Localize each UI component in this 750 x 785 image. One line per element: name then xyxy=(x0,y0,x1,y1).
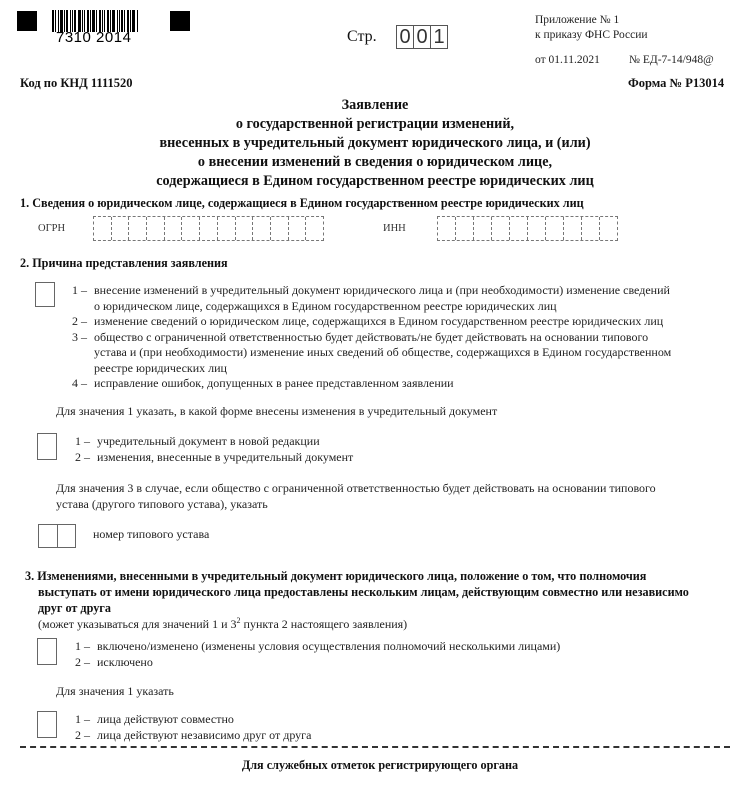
digit-cell xyxy=(456,217,474,240)
reason-option-4: 4 – исправление ошибок, допущенных в ранее представленном заявлении xyxy=(72,376,454,390)
appendix-line: к приказу ФНС России xyxy=(535,29,648,41)
authority-change-option-1: 1 – включено/изменено (изменены условия осуществления полномочий несколькими лицами) xyxy=(75,639,561,653)
alignment-marker-left xyxy=(17,11,37,31)
digit-cell xyxy=(546,217,564,240)
reason-option-1-cont: о юридическом лице, содержащихся в Едином государственном реестре юридических лиц xyxy=(94,298,557,313)
form-note: Для значения 1 указать, в какой форме внесены изменения в учредительный документ xyxy=(56,404,498,418)
section1-heading: 1. Сведения о юридическом лице, содержащиеся в Едином государственном реестре юридических лиц xyxy=(20,196,584,210)
ogrn-label: ОГРН xyxy=(38,223,66,234)
barcode-number: 7310 2014 xyxy=(56,29,132,46)
reason-option-3-cont2: реестре юридических лиц xyxy=(94,360,227,375)
joint-action-option-1: 1 – лица действуют совместно xyxy=(75,712,234,726)
digit-cell xyxy=(438,217,456,240)
section3-note: (может указываться для значений 1 и $3^2$ пункта 2 настоящего заявления) xyxy=(38,616,408,631)
charter-note xyxy=(56,480,656,512)
digit-cell xyxy=(236,217,254,240)
digit-cell xyxy=(510,217,528,240)
appendix-reference xyxy=(535,13,648,43)
authority-change-input[interactable] xyxy=(37,638,57,665)
document-title xyxy=(100,96,650,191)
inn-label: ИНН xyxy=(383,223,406,234)
reason-option-2: 2 – изменение сведений о юридическом лице, содержащихся в Едином государственном реестре юридических лиц xyxy=(72,314,664,328)
authority-change-options xyxy=(75,639,560,670)
amendment-form-option-1: 1 – учредительный документ в новой редакции xyxy=(75,434,320,448)
reason-option-3: 3 – общество с ограниченной ответственностью будет действовать/не будет действовать на основании типового xyxy=(72,329,649,344)
title-line: содержащиеся в Едином государственном реестре юридических лиц xyxy=(156,173,594,189)
barcode-bar xyxy=(132,10,135,32)
section2-heading: 2. Причина представления заявления xyxy=(20,256,228,270)
joint-action-options xyxy=(75,712,311,743)
section3-heading xyxy=(25,568,735,616)
digit-cell xyxy=(306,217,323,240)
digit-cell xyxy=(165,217,183,240)
page-label: Стр. xyxy=(347,28,377,45)
digit-cell xyxy=(600,217,617,240)
order-number: № ЕД-7-14/948@ xyxy=(629,54,714,66)
digit-cell xyxy=(112,217,130,240)
charter-note-line: устава (другого типового устава), указать xyxy=(56,497,268,511)
reason-option-3-cont: устава и (при необходимости) изменение иных сведений об обществе, содержащихся в Едином государственном xyxy=(94,345,672,359)
reason-code-input[interactable] xyxy=(35,282,55,307)
digit-cell xyxy=(271,217,289,240)
form-number: Форма № Р13014 xyxy=(628,76,725,90)
charter-label: номер типового устава xyxy=(93,527,210,541)
title-line: внесенных в учредительный документ юридического лица, и (или) xyxy=(159,135,591,151)
service-marks-heading: Для служебных отметок регистрирующего органа xyxy=(241,758,519,772)
amendment-form-input[interactable] xyxy=(37,433,57,460)
reason-options xyxy=(72,283,737,392)
knd-code: Код по КНД 1111520 xyxy=(20,76,133,90)
charter-number-input[interactable] xyxy=(38,524,76,548)
reason-option-1: 1 – внесение изменений в учредительный документ юридического лица и (при необходимости) изменение сведений xyxy=(72,283,670,297)
appendix-line: Приложение № 1 xyxy=(535,14,620,26)
authority-change-option-2: 2 – исключено xyxy=(75,654,153,669)
charter-number-cell xyxy=(39,525,58,547)
joint-action-input[interactable] xyxy=(37,711,57,738)
digit-cell xyxy=(564,217,582,240)
sub-note: Для значения 1 указать xyxy=(56,684,174,698)
joint-action-option-2: 2 – лица действуют независимо друг от друга xyxy=(75,727,312,742)
title-line: о государственной регистрации изменений, xyxy=(235,116,515,132)
alignment-marker-right xyxy=(170,11,190,31)
barcode-bar xyxy=(137,10,138,32)
title-line: о внесении изменений в сведения о юридическом лице, xyxy=(197,154,553,170)
barcode-bar xyxy=(52,10,54,32)
digit-cell xyxy=(582,217,600,240)
digit-cell xyxy=(200,217,218,240)
digit-cell xyxy=(289,217,307,240)
section3-heading-line: выступать от имени юридического лица предоставлены нескольким лицам, действующим совместно или независимо xyxy=(38,585,689,599)
title-line: Заявление xyxy=(341,97,409,113)
section3-heading-line: 3. Изменениями, внесенными в учредительный документ юридического лица, положение о том, что полномочия xyxy=(25,569,647,583)
order-date: от 01.11.2021 xyxy=(535,54,600,66)
charter-note-line: Для значения 3 в случае, если общество с ограниченной ответственностью будет действовать на основании типового xyxy=(56,481,656,495)
amendment-form-options xyxy=(75,434,353,465)
page-digit: 0 xyxy=(397,26,414,48)
digit-cell xyxy=(147,217,165,240)
digit-cell xyxy=(94,217,112,240)
digit-cell xyxy=(474,217,492,240)
section3-heading-line: друг от друга xyxy=(38,601,111,615)
digit-cell xyxy=(492,217,510,240)
ogrn-input[interactable] xyxy=(93,216,324,241)
digit-cell xyxy=(253,217,271,240)
digit-cell xyxy=(218,217,236,240)
digit-cell xyxy=(129,217,147,240)
amendment-form-option-2: 2 – изменения, внесенные в учредительный документ xyxy=(75,449,354,464)
inn-input[interactable] xyxy=(437,216,618,241)
digit-cell xyxy=(528,217,546,240)
digit-cell xyxy=(182,217,200,240)
cut-line-divider xyxy=(20,746,730,748)
page-digit: 1 xyxy=(433,26,445,48)
page-digit: 0 xyxy=(414,26,431,48)
page-number-field[interactable] xyxy=(396,25,448,49)
